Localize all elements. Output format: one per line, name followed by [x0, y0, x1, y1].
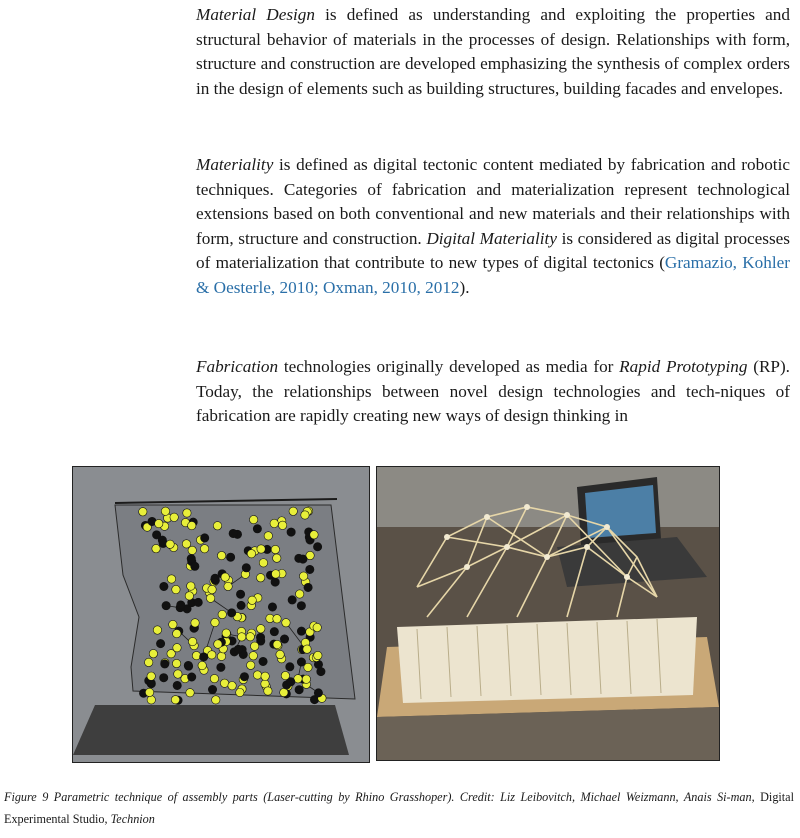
model-node-marker: [155, 519, 163, 527]
model-node-marker: [184, 661, 192, 669]
model-node-marker: [317, 667, 325, 675]
model-node-marker: [191, 619, 199, 627]
model-node-marker: [218, 610, 226, 618]
model-node-marker: [268, 603, 276, 611]
term-fabrication: Fabrication: [196, 357, 279, 376]
paragraph-text: is considered as digital processes of materialization that contribute to new types of digital tectonics (: [196, 228, 790, 273]
model-node-marker: [173, 629, 181, 637]
model-node-marker: [273, 615, 281, 623]
model-node-marker: [250, 642, 258, 650]
term-digital-materiality: Digital Materiality: [426, 228, 557, 248]
model-node-marker: [273, 640, 281, 648]
model-node-marker: [273, 554, 281, 562]
model-node-marker: [237, 601, 245, 609]
model-node-marker: [177, 601, 185, 609]
model-node-marker: [217, 652, 225, 660]
model-node-marker: [145, 688, 153, 696]
model-node-marker: [198, 661, 206, 669]
model-node-marker: [236, 590, 244, 598]
model-node-marker: [220, 679, 228, 687]
caption-text-upright: Digital Experimental Studio,: [4, 790, 794, 826]
model-node-marker: [170, 513, 178, 521]
model-node-marker: [188, 521, 196, 529]
paragraph-text: is defined as digital tectonic content mediated by fabrication and robotic techniques. Categories of fabrication and materialization represent technological extensions based on both conventional and new materials and their relationships with form, structure and construction.: [196, 155, 790, 248]
citation-link[interactable]: Gramazio, Kohler & Oesterle, 2010; Oxman, 2010, 2012: [196, 253, 790, 297]
model-node-marker: [236, 688, 244, 696]
model-node-marker: [256, 574, 264, 582]
model-node-marker: [227, 609, 235, 617]
figure-assembled-model-photo: [376, 466, 720, 761]
model-node-marker: [242, 564, 250, 572]
model-node-marker: [217, 551, 225, 559]
model-node-marker: [259, 657, 267, 665]
model-node-marker: [208, 651, 216, 659]
paragraph-materiality: [196, 153, 790, 301]
figure-parametric-model: [72, 466, 370, 763]
ground-plane: [73, 705, 349, 755]
paragraph-text: (RP). Today, the relationships between novel design technologies and tech-niques of fabrication are rapidly creating new ways of design thinking in: [196, 357, 790, 426]
model-node-marker: [152, 544, 160, 552]
model-node-marker: [238, 633, 246, 641]
model-node-marker: [297, 602, 305, 610]
model-node-marker: [297, 627, 305, 635]
model-node-marker: [246, 661, 254, 669]
model-node-marker: [304, 663, 312, 671]
model-node-marker: [161, 507, 169, 515]
model-node-marker: [217, 663, 225, 671]
model-node-marker: [145, 658, 153, 666]
model-node-marker: [188, 673, 196, 681]
model-node-marker: [259, 559, 267, 567]
paragraph-text: is defined as understanding and exploiting the properties and structural behavior of materials in the processes of design. Relationships with form, structure and construction are developed emphasizing the synthesis of complex orders in the design of elements such as building structures, building facades and envelopes.: [196, 5, 790, 98]
model-node-marker: [240, 672, 248, 680]
model-node-marker: [221, 573, 229, 581]
model-node-marker: [160, 674, 168, 682]
model-node-marker: [153, 626, 161, 634]
model-node-marker: [188, 637, 196, 645]
model-node-marker: [172, 585, 180, 593]
model-node-marker: [271, 545, 279, 553]
model-node-marker: [280, 688, 288, 696]
model-node-marker: [174, 670, 182, 678]
model-node-marker: [139, 508, 147, 516]
figure-caption: [4, 787, 794, 830]
model-node-marker: [156, 639, 164, 647]
model-node-marker: [200, 534, 208, 542]
model-node-marker: [182, 540, 190, 548]
paper-modules: [397, 617, 697, 703]
model-node-marker: [256, 633, 264, 641]
model-node-marker: [162, 601, 170, 609]
paragraph-text: technologies originally developed as media for: [278, 357, 620, 376]
model-node-marker: [213, 522, 221, 530]
model-node-marker: [282, 619, 290, 627]
caption-institution: Technion: [110, 811, 155, 826]
model-node-marker: [288, 596, 296, 604]
model-node-marker: [281, 671, 289, 679]
model-node-marker: [253, 671, 261, 679]
model-node-marker: [200, 545, 208, 553]
model-node-marker: [270, 627, 278, 635]
paragraph-fabrication: [196, 355, 790, 429]
model-node-marker: [160, 582, 168, 590]
model-node-marker: [299, 555, 307, 563]
model-node-marker: [304, 583, 312, 591]
model-node-marker: [314, 689, 322, 697]
model-node-marker: [270, 519, 278, 527]
model-node-marker: [302, 675, 310, 683]
model-node-marker: [299, 572, 307, 580]
model-node-marker: [149, 649, 157, 657]
assembled-model-photo: [377, 467, 719, 760]
model-node-marker: [199, 653, 207, 661]
model-node-marker: [280, 635, 288, 643]
term-materiality: Materiality: [196, 155, 274, 174]
model-node-marker: [228, 681, 236, 689]
model-node-marker: [212, 696, 220, 704]
model-node-marker: [211, 574, 219, 582]
model-node-marker: [208, 585, 216, 593]
model-node-marker: [183, 509, 191, 517]
model-node-marker: [173, 644, 181, 652]
model-node-marker: [161, 660, 169, 668]
model-node-marker: [167, 575, 175, 583]
model-node-marker: [229, 529, 237, 537]
model-node-marker: [257, 545, 265, 553]
model-node-marker: [287, 528, 295, 536]
model-node-marker: [313, 543, 321, 551]
model-node-marker: [210, 674, 218, 682]
model-node-marker: [169, 620, 177, 628]
model-node-marker: [187, 582, 195, 590]
model-node-marker: [264, 687, 272, 695]
model-node-marker: [222, 629, 230, 637]
model-node-marker: [191, 562, 199, 570]
paragraph-text: ).: [459, 277, 470, 297]
model-node-marker: [166, 540, 174, 548]
model-node-marker: [295, 590, 303, 598]
model-node-marker: [186, 689, 194, 697]
model-node-marker: [314, 651, 322, 659]
model-node-marker: [295, 686, 303, 694]
model-node-marker: [206, 594, 214, 602]
model-node-marker: [234, 645, 242, 653]
laptop-display: [585, 485, 656, 538]
model-node-marker: [152, 531, 160, 539]
term-rapid-prototyping: Rapid Prototyping: [619, 357, 748, 376]
model-node-marker: [147, 696, 155, 704]
model-node-marker: [261, 672, 269, 680]
caption-text: Figure 9 Parametric technique of assembly parts (Laser-cutting by Rhino Grasshoper). Credit: Liz Leibovitch, Michael Weizmann, Anais Si-man,: [4, 790, 755, 804]
model-node-marker: [249, 652, 257, 660]
model-node-marker: [289, 507, 297, 515]
model-node-marker: [249, 515, 257, 523]
model-node-marker: [172, 659, 180, 667]
model-node-marker: [171, 696, 179, 704]
top-edge: [115, 499, 337, 503]
model-node-marker: [224, 582, 232, 590]
model-node-marker: [286, 663, 294, 671]
model-node-marker: [310, 531, 318, 539]
model-node-marker: [226, 553, 234, 561]
model-node-marker: [253, 525, 261, 533]
model-node-marker: [185, 592, 193, 600]
model-node-marker: [188, 546, 196, 554]
model-node-marker: [211, 618, 219, 626]
model-node-marker: [192, 651, 200, 659]
model-node-marker: [247, 550, 255, 558]
model-node-marker: [246, 633, 254, 641]
model-node-marker: [276, 650, 284, 658]
model-node-marker: [147, 672, 155, 680]
model-node-marker: [194, 598, 202, 606]
paragraph-material-design: [196, 3, 790, 101]
model-node-marker: [264, 532, 272, 540]
model-node-marker: [257, 625, 265, 633]
model-node-marker: [214, 640, 222, 648]
model-node-marker: [248, 596, 256, 604]
model-node-marker: [272, 570, 280, 578]
model-node-marker: [306, 565, 314, 573]
model-node-marker: [313, 623, 321, 631]
model-node-marker: [301, 511, 309, 519]
model-node-marker: [187, 554, 195, 562]
model-node-marker: [303, 645, 311, 653]
model-node-marker: [173, 681, 181, 689]
model-node-marker: [208, 685, 216, 693]
parametric-model-image: [73, 467, 369, 762]
term-material-design: Material Design: [196, 5, 315, 24]
model-node-marker: [278, 521, 286, 529]
